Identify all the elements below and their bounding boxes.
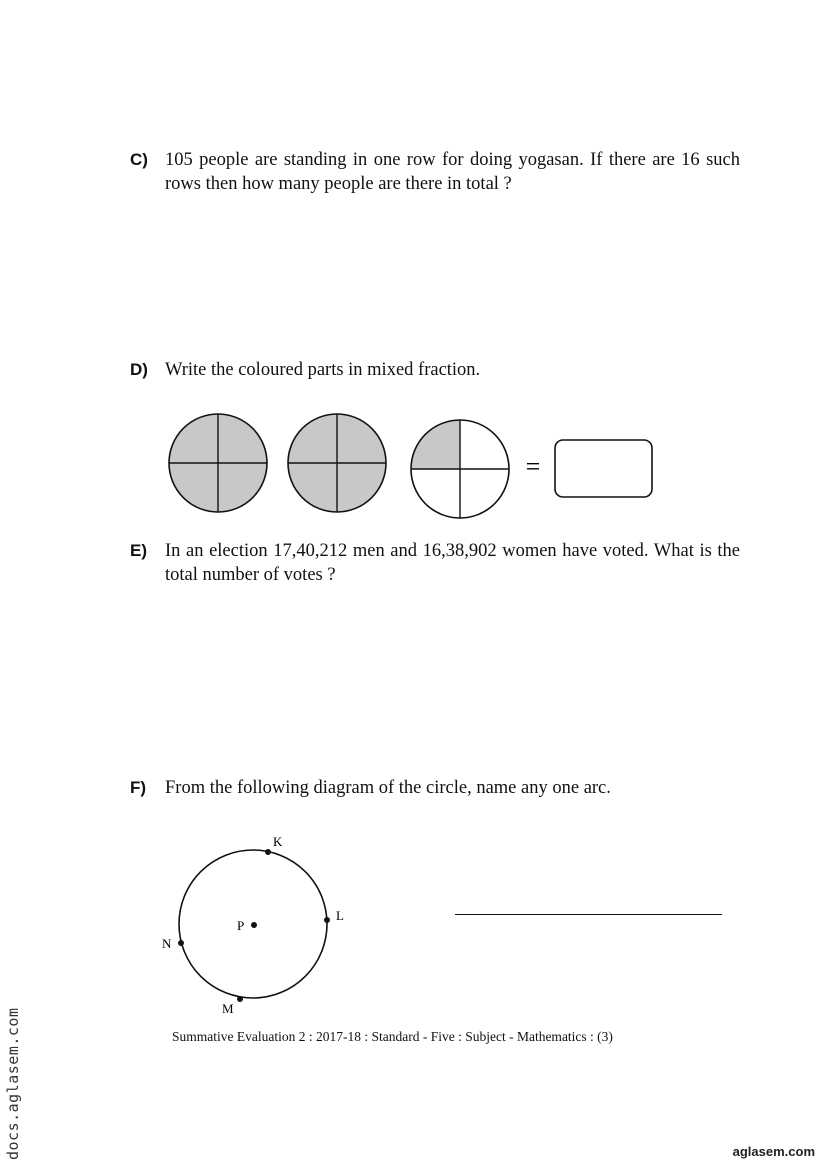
point-n-label: N	[162, 936, 172, 951]
question-f	[130, 776, 740, 800]
answer-line[interactable]	[455, 914, 722, 915]
page-footer: Summative Evaluation 2 : 2017-18 : Standard - Five : Subject - Mathematics : (3)	[172, 1029, 613, 1044]
question-label: E)	[130, 541, 147, 560]
fraction-figure	[160, 405, 670, 525]
point-m	[237, 996, 243, 1002]
center-label: P	[237, 918, 245, 933]
question-label: D)	[130, 360, 148, 379]
point-k	[265, 849, 271, 855]
question-text: In an election 17,40,212 men and 16,38,902 women have voted. What is the total number of votes ?	[165, 541, 740, 585]
question-text: 105 people are standing in one row for doing yogasan. If there are 16 such rows then how many people are there in total ?	[165, 150, 740, 194]
point-k-label: K	[273, 834, 283, 849]
answer-box[interactable]	[555, 440, 652, 497]
question-label: C)	[130, 150, 148, 169]
fraction-circle	[288, 414, 386, 512]
point-l-label: L	[336, 908, 344, 923]
question-text: Write the coloured parts in mixed fraction.	[165, 360, 481, 380]
question-e	[130, 539, 740, 587]
question-text: From the following diagram of the circle, name any one arc.	[165, 778, 611, 798]
center-point	[251, 922, 257, 928]
equals-sign: =	[525, 452, 541, 481]
fraction-circle	[169, 414, 267, 512]
question-label: F)	[130, 778, 147, 797]
question-c	[130, 148, 740, 196]
point-n	[178, 940, 184, 946]
question-d	[130, 358, 740, 382]
point-l	[324, 917, 330, 923]
circle-diagram	[155, 830, 365, 1020]
brand-label: aglasem.com	[732, 1144, 815, 1159]
fraction-circle	[411, 420, 509, 518]
watermark: docs.aglasem.com	[4, 1007, 22, 1160]
point-m-label: M	[222, 1001, 234, 1016]
